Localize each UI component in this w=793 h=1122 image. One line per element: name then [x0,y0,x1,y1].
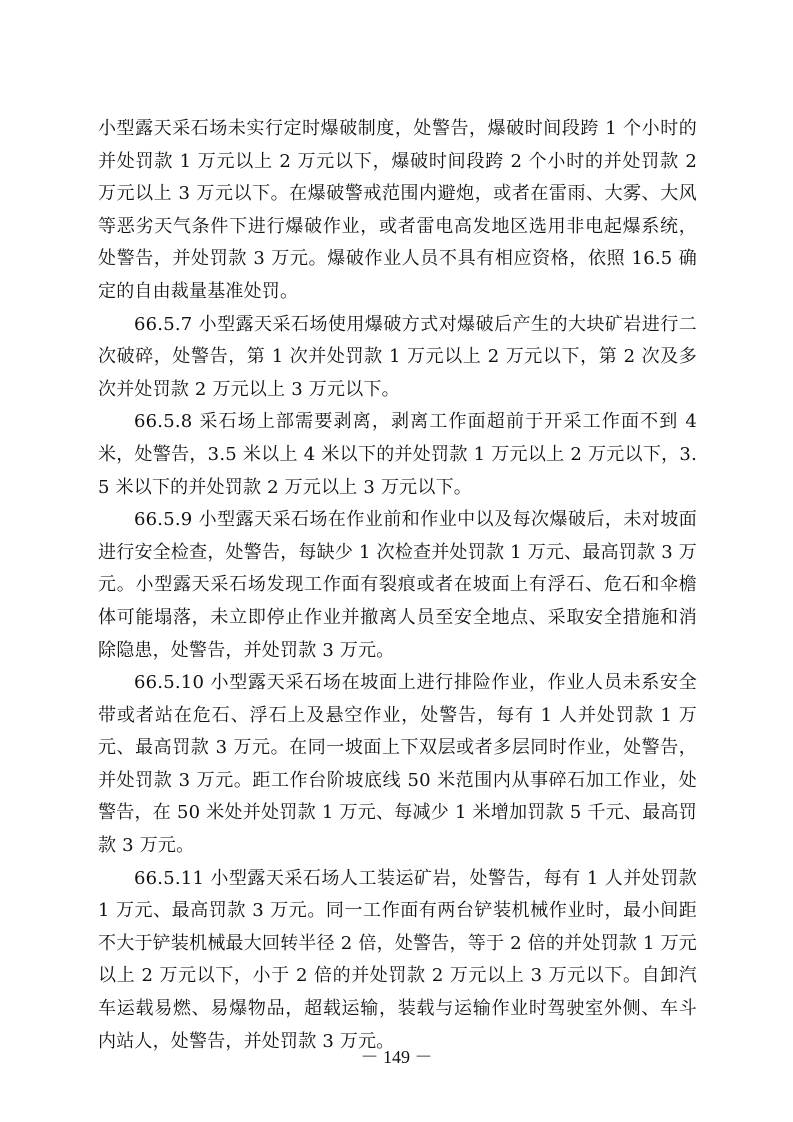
paragraph-66-5-11: 66.5.11 小型露天采石场人工装运矿岩，处警告，每有 1 人并处罚款 1 万元、最高罚款 3 万元。同一工作面有两台铲装机械作业时，最小间距不大于铲装机械最大回转半径 2 倍，处警告，等于 2 倍的并处罚款 1 万元以上 2 万元以下，小于 2 倍的并处罚款 2 万元以上 3 万元以下。自卸汽车运载易燃、易爆物品，超载运输，装载与运输作业时驾驶室外侧、车斗内站人，处警告，并处罚款 3 万元。 [98,867,697,1052]
paragraph-66-5-6-continued: 小型露天采石场未实行定时爆破制度，处警告，爆破时间段跨 1 个小时的并处罚款 1 万元以上 2 万元以下，爆破时间段跨 2 个小时的并处罚款 2 万元以上 3 万元以下。在爆破警戒范围内避炮，或者在雷雨、大雾、大风等恶劣天气条件下进行爆破作业，或者雷电高发地区选用非电起爆系统，处警告，并处罚款 3 万元。爆破作业人员不具有相应资格，依照 16.5 确定的自由裁量基准处罚。 [98,118,697,302]
paragraph-66-5-7: 66.5.7 小型露天采石场使用爆破方式对爆破后产生的大块矿岩进行二次破碎，处警告，第 1 次并处罚款 1 万元以上 2 万元以下，第 2 次及多次并处罚款 2 万元以上 3 万元以下。 [98,313,697,400]
paragraph-66-5-8: 66.5.8 采石场上部需要剥离，剥离工作面超前于开采工作面不到 4 米，处警告，3.5 米以上 4 米以下的并处罚款 1 万元以上 2 万元以下，3.5 米以下的并处罚款 2 万元以上 3 万元以下。 [98,411,697,498]
page-number: － 149 － [360,1047,433,1067]
document-body [98,113,697,1058]
paragraph-66-5-10: 66.5.10 小型露天采石场在坡面上进行排险作业，作业人员未系安全带或者站在危石、浮石上及悬空作业，处警告，每有 1 人并处罚款 1 万元、最高罚款 3 万元。在同一坡面上下双层或者多层同时作业，处警告，并处罚款 3 万元。距工作台阶坡底线 50 米范围内从事碎石加工作业，处警告，在 50 米处并处罚款 1 万元、每减少 1 米增加罚款 5 千元、最高罚款 3 万元。 [98,672,697,857]
paragraph-66-5-9: 66.5.9 小型露天采石场在作业前和作业中以及每次爆破后，未对坡面进行安全检查，处警告，每缺少 1 次检查并处罚款 1 万元、最高罚款 3 万元。小型露天采石场发现工作面有裂痕或者在坡面上有浮石、危石和伞檐体可能塌落，未立即停止作业并撤离人员至安全地点、采取安全措施和消除隐患，处警告，并处罚款 3 万元。 [98,509,697,661]
